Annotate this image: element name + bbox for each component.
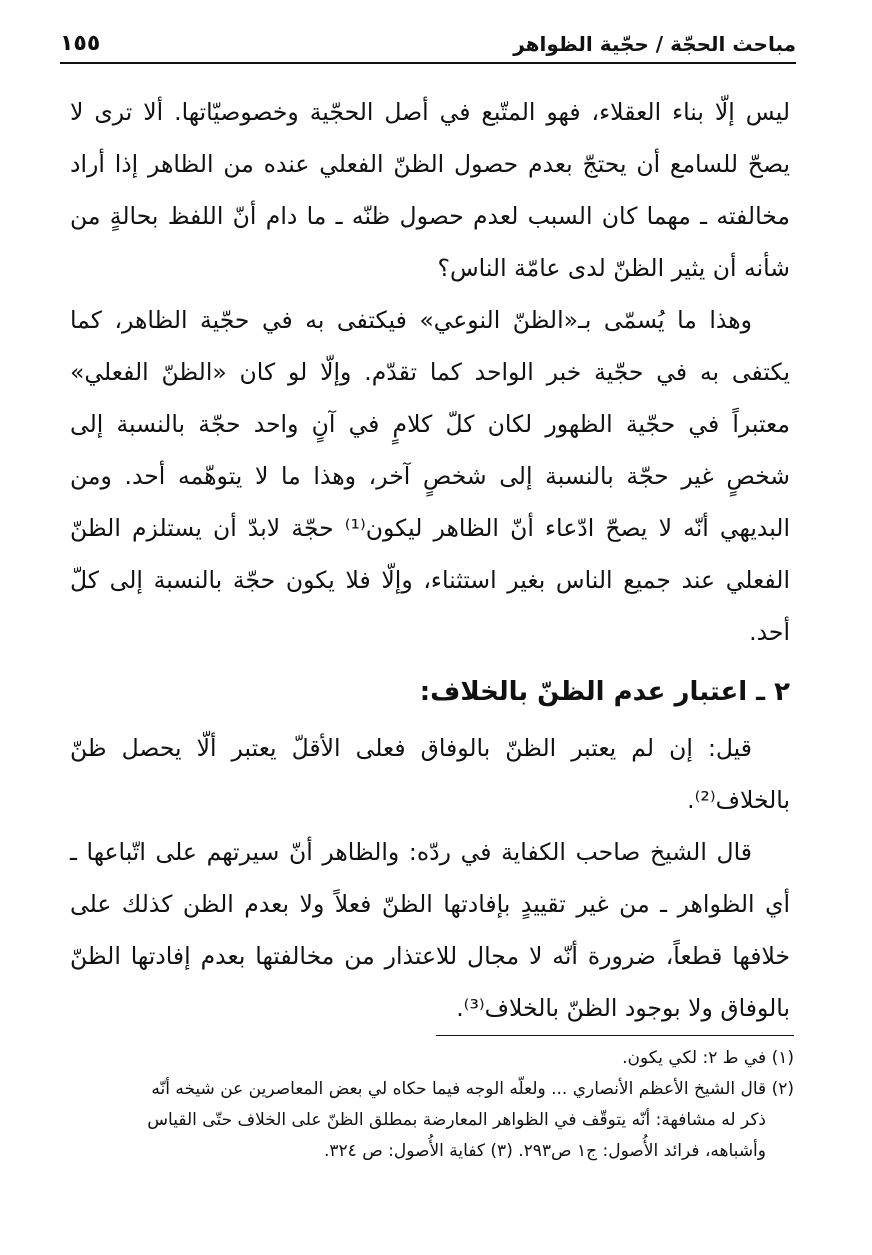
section-heading: ٢ ـ اعتبار عدم الظنّ بالخلاف: [419,677,790,707]
footnote-2-line-2: ذكر له مشافهة: أنّه يتوقّف في الظواهر المعارضة بمطلق الظنّ على الخلاف حتّى القياس [147,1110,766,1130]
paragraph-2: وهذا ما يُسمّى بـ«الظنّ النوعي» فيكتفى به في حجّية الظاهر، كما يكتفى به في حجّية خبر الواحد كما تقدّم. وإلّا لو كان «الظنّ الفعلي» معتبراً في حجّية الظهور لكان كلّ كلامٍ في آنٍ واحد حجّة بالنسبة إلى شخصٍ غير حجّة بالنسبة إلى شخصٍ آخر، وهذا ما لا يتوهّمه أحد. ومن البديهي أنّه لا يصحّ ادّعاء أنّ الظاهر ليكون⁽¹⁾ حجّة لابدّ أن يستلزم الظنّ الفعلي عند جميع الناس بغير استثناء، وإلّا فلا يكون حجّة بالنسبة إلى كلّ أحد. [70,306,790,646]
footnotes [70,1043,794,1167]
footnote-1: (١) في ط ٢: لكي يكون. [622,1048,794,1068]
page-header [60,28,796,64]
footnote-divider [436,1035,794,1036]
page-number: ١٥٥ [60,31,101,56]
paragraph-4: قال الشيخ صاحب الكفاية في ردّه: والظاهر أنّ سيرتهم على اتّباعها ـ أي الظواهر ـ من غير تقييدٍ بإفادتها الظنّ فعلاً ولا بعدم الظن كذلك على خلافها قطعاً، ضرورة أنّه لا مجال للاعتذار من مخالفتها بعدم إفادتها الظنّ بالوفاق ولا بوجود الظنّ بالخلاف⁽³⁾. [70,838,790,1022]
running-head: مباحث الحجّة / حجّية الظواهر [513,32,796,56]
footnote-2-3-line-3: وأشباهه، فرائد الأُصول: ج١ ص٢٩٣. (٣) كفاية الأُصول: ص ٣٢٤. [324,1141,766,1161]
footnote-2-line-1: (٢) قال الشيخ الأعظم الأنصاري ... ولعلّه الوجه فيما حكاه لي بعض المعاصرين عن شيخه أنّه [151,1079,794,1099]
main-text [70,86,790,1034]
paragraph-3: قيل: إن لم يعتبر الظنّ بالوفاق فعلى الأقلّ يعتبر ألّا يحصل ظنّ بالخلاف⁽²⁾. [70,734,790,814]
paragraph-1: ليس إلّا بناء العقلاء، فهو المتّبع في أصل الحجّية وخصوصيّاتها. ألا ترى لا يصحّ للسامع أن يحتجّ بعدم حصول الظنّ الفعلي عنده من الظاهر إذا أراد مخالفته ـ مهما كان السبب لعدم حصول ظنّه ـ ما دام أنّ اللفظ بحالةٍ من شأنه أن يثير الظنّ لدى عامّة الناس؟ [70,98,790,282]
